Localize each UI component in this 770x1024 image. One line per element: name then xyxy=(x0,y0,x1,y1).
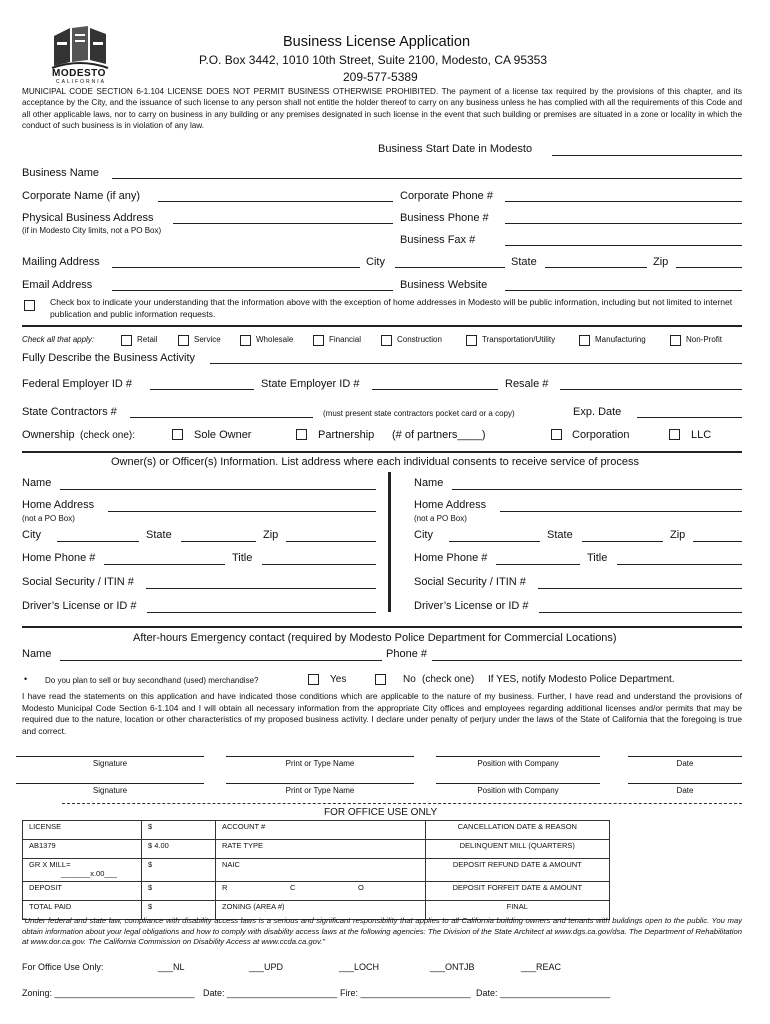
resale-label: Resale # xyxy=(505,378,549,390)
office-only-nl[interactable]: ___NL xyxy=(158,962,185,972)
owner2-ssn-input[interactable] xyxy=(538,588,742,589)
partnership-checkbox[interactable] xyxy=(296,429,307,440)
table-cell: ZONING (AREA #) xyxy=(216,901,426,920)
owner2-ssn-label: Social Security / ITIN # xyxy=(414,576,526,588)
mailing-address-label: Mailing Address xyxy=(22,256,100,268)
start-date-input[interactable] xyxy=(552,155,742,156)
disclosure-checkbox[interactable] xyxy=(24,300,35,311)
signature-label-1: Signature xyxy=(92,759,128,768)
position-label-1: Position with Company xyxy=(477,759,559,768)
emergency-divider xyxy=(22,626,742,628)
construction-checkbox[interactable] xyxy=(381,335,392,346)
print-name-line-2[interactable] xyxy=(226,783,414,784)
transportation-checkbox[interactable] xyxy=(466,335,477,346)
corporate-name-label: Corporate Name (if any) xyxy=(22,190,140,202)
fire-date-field[interactable]: Date: ______________________ xyxy=(476,988,611,998)
emergency-phone-label: Phone # xyxy=(386,648,427,660)
table-cell: NAIC xyxy=(216,859,426,882)
signature-line-1[interactable] xyxy=(16,756,204,757)
date-line-2[interactable] xyxy=(628,783,742,784)
office-dashed-divider xyxy=(62,803,742,804)
physical-address-note: (if in Modesto City limits, not a PO Box) xyxy=(22,226,162,235)
activity-input[interactable] xyxy=(210,363,742,364)
office-only-loch[interactable]: ___LOCH xyxy=(339,962,380,972)
secondhand-notify: If YES, notify Modesto Police Department. xyxy=(488,674,675,685)
financial-label: Financial xyxy=(329,335,362,344)
table-cell: $ xyxy=(142,859,216,882)
secondhand-question: Do you plan to sell or buy secondhand (used) merchandise? xyxy=(45,676,259,685)
date-label-2: Date xyxy=(676,786,694,795)
owner1-phone-input[interactable] xyxy=(104,564,225,565)
service-label: Service xyxy=(194,335,221,344)
secondhand-yes-label: Yes xyxy=(330,674,347,685)
owner1-address-note: (not a PO Box) xyxy=(22,514,75,523)
section-divider xyxy=(22,325,742,327)
table-cell: R xyxy=(216,882,285,901)
corporation-checkbox[interactable] xyxy=(551,429,562,440)
owner2-name-input[interactable] xyxy=(452,489,742,490)
owner1-ssn-input[interactable] xyxy=(146,588,376,589)
federal-id-label: Federal Employer ID # xyxy=(22,378,133,390)
city-seal-icon xyxy=(48,22,112,70)
ownership-note: (check one): xyxy=(80,430,136,441)
categories-label: Check all that apply: xyxy=(22,335,95,344)
date-line-1[interactable] xyxy=(628,756,742,757)
owner2-phone-input[interactable] xyxy=(496,564,580,565)
secondhand-check-one: (check one) xyxy=(422,674,475,685)
position-label-2: Position with Company xyxy=(477,786,559,795)
gr-x-mill-sub: _______x.00___ xyxy=(61,869,117,878)
office-phone: 209-577-5389 xyxy=(343,70,418,84)
owner2-city-label: City xyxy=(414,529,433,541)
owner1-name-label: Name xyxy=(22,477,52,489)
office-address: P.O. Box 3442, 1010 10th Street, Suite 2100, Modesto, CA 95353 xyxy=(199,53,548,67)
mailing-city-input[interactable] xyxy=(395,267,505,268)
owner1-license-label: Driver’s License or ID # xyxy=(22,600,137,612)
owner2-license-label: Driver’s License or ID # xyxy=(414,600,529,612)
website-input[interactable] xyxy=(505,290,742,291)
business-fax-label: Business Fax # xyxy=(400,234,476,246)
business-fax-input[interactable] xyxy=(505,245,742,246)
physical-address-label: Physical Business Address xyxy=(22,212,154,224)
sole-owner-checkbox[interactable] xyxy=(172,429,183,440)
print-name-line-1[interactable] xyxy=(226,756,414,757)
manufacturing-checkbox[interactable] xyxy=(579,335,590,346)
table-cell: $ xyxy=(142,901,216,920)
office-only-upd[interactable]: ___UPD xyxy=(249,962,284,972)
business-phone-input[interactable] xyxy=(505,223,742,224)
exp-date-label: Exp. Date xyxy=(573,406,622,418)
state-employer-id-label: State Employer ID # xyxy=(261,378,360,390)
table-cell: C xyxy=(284,882,352,901)
table-cell: DEPOSIT xyxy=(23,882,142,901)
city-logo xyxy=(48,22,112,86)
disclosure-text: Check box to indicate your understanding that the information above with the exception of home addresses in Modesto will be public information, including but not limited to internet publication and public information requests. xyxy=(50,297,733,319)
owner1-phone-label: Home Phone # xyxy=(22,552,96,564)
mailing-state-label: State xyxy=(511,256,537,268)
owner2-address-label: Home Address xyxy=(414,499,487,511)
emergency-phone-input[interactable] xyxy=(432,660,742,661)
table-cell xyxy=(23,859,142,882)
owner1-name-input[interactable] xyxy=(60,489,376,490)
nonprofit-checkbox[interactable] xyxy=(670,335,681,346)
llc-checkbox[interactable] xyxy=(669,429,680,440)
owner1-state-input[interactable] xyxy=(181,541,256,542)
signature-label-2: Signature xyxy=(92,786,128,795)
owner2-zip-label: Zip xyxy=(670,529,686,541)
fire-field[interactable]: Fire: ______________________ xyxy=(340,988,471,998)
office-use-table xyxy=(22,820,610,920)
owners-column-divider xyxy=(388,472,391,612)
owner1-city-label: City xyxy=(22,529,41,541)
table-cell: LICENSE xyxy=(23,821,142,840)
ada-notice: “Under federal and state law, compliance with disability access laws is a serious and significant responsibility that applies to all California building owners and tenants with buildings open to the public. You may obtain information about your legal obligations and how to comply with disability access laws at the following agencies: The Division of the State Architect at www.dgs.ca.gov/dsa. The Department of Rehabilitation at www.dor.ca.gov. The California Commission on Disability Access at www.ccda.ca.gov.” xyxy=(22,916,742,947)
table-cell: DEPOSIT REFUND DATE & AMOUNT xyxy=(425,859,609,882)
zoning-field[interactable]: Zoning: ____________________________ xyxy=(22,988,195,998)
mailing-zip-label: Zip xyxy=(653,256,669,268)
owner2-title-input[interactable] xyxy=(617,564,742,565)
owner2-title-label: Title xyxy=(587,552,608,564)
owner2-city-input[interactable] xyxy=(449,541,540,542)
office-only-ontjb[interactable]: ___ONTJB xyxy=(430,962,475,972)
mailing-zip-input[interactable] xyxy=(676,267,742,268)
retail-label: Retail xyxy=(137,335,158,344)
wholesale-label: Wholesale xyxy=(256,335,294,344)
partners-count[interactable]: (# of partners____) xyxy=(392,429,486,441)
signature-line-2[interactable] xyxy=(16,783,204,784)
owner1-title-input[interactable] xyxy=(262,564,376,565)
table-cell: ACCOUNT # xyxy=(216,821,426,840)
state-employer-id-input[interactable] xyxy=(372,389,498,390)
owners-divider xyxy=(22,451,742,453)
nonprofit-label: Non-Profit xyxy=(686,335,723,344)
construction-label: Construction xyxy=(397,335,442,344)
sole-owner-label: Sole Owner xyxy=(194,429,252,441)
exp-date-input[interactable] xyxy=(637,417,742,418)
table-cell: O xyxy=(352,882,425,901)
table-cell: RATE TYPE xyxy=(216,840,426,859)
resale-input[interactable] xyxy=(560,389,742,390)
table-cell: DELINQUENT MILL (QUARTERS) xyxy=(425,840,609,859)
ownership-label: Ownership xyxy=(22,429,75,441)
table-cell: $ xyxy=(142,882,216,901)
secondhand-no-checkbox[interactable] xyxy=(375,674,386,685)
table-cell: $ xyxy=(142,821,216,840)
owner2-state-label: State xyxy=(547,529,573,541)
contractors-input[interactable] xyxy=(130,417,313,418)
emergency-name-input[interactable] xyxy=(60,660,382,661)
owner1-state-label: State xyxy=(146,529,172,541)
secondhand-bullet: • xyxy=(24,674,28,684)
owner1-address-input[interactable] xyxy=(108,511,376,512)
secondhand-yes-checkbox[interactable] xyxy=(308,674,319,685)
email-input[interactable] xyxy=(112,290,393,291)
emergency-heading: After-hours Emergency contact (required by Modesto Police Department for Commercial Locations) xyxy=(133,632,617,644)
owner2-name-label: Name xyxy=(414,477,444,489)
financial-checkbox[interactable] xyxy=(313,335,324,346)
owner2-zip-input[interactable] xyxy=(693,541,742,542)
table-cell: DEPOSIT FORFEIT DATE & AMOUNT xyxy=(425,882,609,901)
table-cell: $ 4.00 xyxy=(142,840,216,859)
llc-label: LLC xyxy=(691,429,712,441)
office-only-reac[interactable]: ___REAC xyxy=(521,962,562,972)
secondhand-no-label: No xyxy=(403,674,416,685)
corporate-name-input[interactable] xyxy=(158,201,393,202)
office-only-label: For Office Use Only: xyxy=(22,962,104,972)
mailing-city-label: City xyxy=(366,256,385,268)
table-cell: CANCELLATION DATE & REASON xyxy=(425,821,609,840)
owner1-zip-input[interactable] xyxy=(286,541,376,542)
owner1-license-input[interactable] xyxy=(147,612,376,613)
table-cell: FINAL xyxy=(425,901,609,920)
office-heading: FOR OFFICE USE ONLY xyxy=(324,807,438,818)
owner1-city-input[interactable] xyxy=(57,541,139,542)
corporation-label: Corporation xyxy=(572,429,630,441)
manufacturing-label: Manufacturing xyxy=(595,335,646,344)
owners-heading: Owner(s) or Officer(s) Information. List address where each individual consents to receive service of process xyxy=(111,456,640,468)
owner1-zip-label: Zip xyxy=(263,529,279,541)
zoning-date-field[interactable]: Date: ______________________ xyxy=(203,988,338,998)
physical-address-input[interactable] xyxy=(173,223,393,224)
owner2-phone-label: Home Phone # xyxy=(414,552,488,564)
owner2-state-input[interactable] xyxy=(582,541,663,542)
partnership-label: Partnership xyxy=(318,429,375,441)
contractors-note: (must present state contractors pocket card or a copy) xyxy=(323,409,515,418)
position-line-1[interactable] xyxy=(436,756,600,757)
emergency-name-label: Name xyxy=(22,648,52,660)
owner1-title-label: Title xyxy=(232,552,253,564)
date-label-1: Date xyxy=(676,759,694,768)
start-date-label: Business Start Date in Modesto xyxy=(378,143,533,155)
wholesale-checkbox[interactable] xyxy=(240,335,251,346)
municipal-notice: MUNICIPAL CODE SECTION 6-1.104 LICENSE DOES NOT PERMIT BUSINESS OTHERWISE PROHIBITED. The payment of a license tax required by the provisions of this chapter, and its acceptance by the City, and the issuance of such license to any person shall not entitle the holder thereof to carry on any business unless he has complied with all the requirements of this Code and all other applicable laws, nor to carry on business in any building or any premises designated in such license in the event that such building or premises are situated in a zone or locality in which the conduct of such business is in violation of any law. xyxy=(22,87,742,131)
declaration-text: I have read the statements on this application and have indicated those conditions which are applicable to the nature of my business. Further, I have read and understand the provisions of Modesto Municipal Code Section 6-1.104 and I will obtain all necessary information from the appropriate City offices and employees regarding additional licenses and/or permits that may be required due to the nature, location or other characteristics of my proposed business activity. I declare under penalty of perjury under the laws of the State of California that the foregoing is true and correct. xyxy=(22,691,742,736)
logo-city: MODESTO xyxy=(52,68,106,79)
mailing-state-input[interactable] xyxy=(545,267,647,268)
corporate-phone-label: Corporate Phone # xyxy=(400,190,493,202)
contractors-label: State Contractors # xyxy=(22,406,117,418)
mailing-address-input[interactable] xyxy=(112,267,360,268)
transportation-label: Transportation/Utility xyxy=(482,335,556,344)
owner2-address-input[interactable] xyxy=(500,511,742,512)
owner1-ssn-label: Social Security / ITIN # xyxy=(22,576,134,588)
service-checkbox[interactable] xyxy=(178,335,189,346)
owner2-address-note: (not a PO Box) xyxy=(414,514,467,523)
owner2-license-input[interactable] xyxy=(539,612,742,613)
print-name-label-2: Print or Type Name xyxy=(285,786,355,795)
activity-label: Fully Describe the Business Activity xyxy=(22,352,196,364)
business-phone-label: Business Phone # xyxy=(400,212,489,224)
corporate-phone-input[interactable] xyxy=(505,201,742,202)
email-label: Email Address xyxy=(22,279,93,291)
position-line-2[interactable] xyxy=(436,783,600,784)
logo-state: CALIFORNIA xyxy=(56,79,107,85)
table-cell-label: GR X MILL= xyxy=(29,860,71,869)
table-cell: TOTAL PAID xyxy=(23,901,142,920)
federal-id-input[interactable] xyxy=(150,389,254,390)
table-cell: AB1379 xyxy=(23,840,142,859)
business-name-label: Business Name xyxy=(22,167,100,179)
owner1-address-label: Home Address xyxy=(22,499,95,511)
retail-checkbox[interactable] xyxy=(121,335,132,346)
website-label: Business Website xyxy=(400,279,488,291)
form-title: Business License Application xyxy=(283,34,471,50)
print-name-label-1: Print or Type Name xyxy=(285,759,355,768)
business-name-input[interactable] xyxy=(112,178,742,179)
